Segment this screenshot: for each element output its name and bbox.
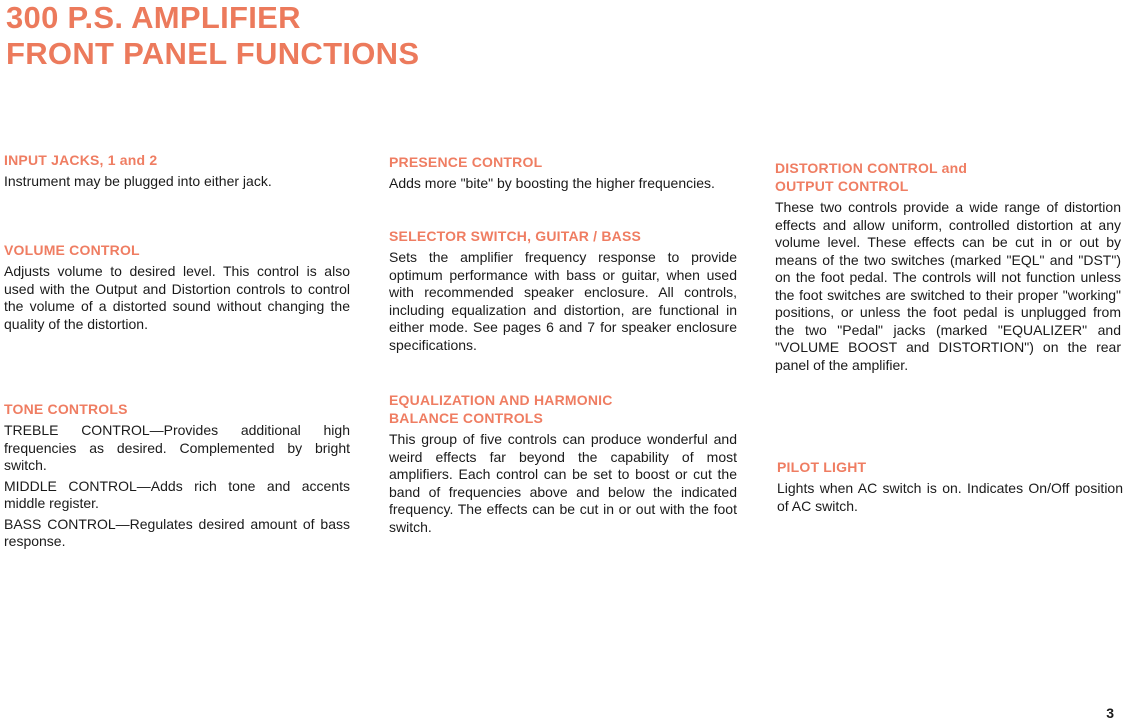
input-jacks-text	[4, 173, 350, 191]
page-title-line-1: 300 P.S. AMPLIFIER	[6, 0, 301, 35]
tone-controls-heading: TONE CONTROLS	[4, 401, 128, 417]
equalization-heading-line-1: EQUALIZATION AND HARMONIC	[389, 392, 613, 408]
distortion-heading-line-1: DISTORTION CONTROL and	[775, 160, 968, 176]
pilot-light-paragraph: Lights when AC switch is on. Indicates On/Off position of AC switch.	[777, 480, 1123, 514]
treble-control-paragraph: TREBLE CONTROL—Provides additional high frequencies as desired. Complemented by bright switch.	[4, 422, 350, 473]
page-number: 3	[1106, 705, 1114, 721]
selector-switch-paragraph: Sets the amplifier frequency response to provide optimum performance with bass or guitar, when used with recommended speaker enclosure. All controls, including equalization and distortion, are functional in either mode. See pages 6 and 7 for speaker enclosure specifications.	[389, 249, 737, 353]
distortion-text	[775, 199, 1121, 374]
distortion-heading-line-2: OUTPUT CONTROL	[775, 178, 909, 194]
page-title-line-2: FRONT PANEL FUNCTIONS	[6, 36, 420, 71]
page-title	[6, 0, 419, 72]
equalization-text	[389, 431, 737, 536]
section-pilot-light	[777, 458, 1123, 518]
middle-control-paragraph: MIDDLE CONTROL—Adds rich tone and accents middle register.	[4, 477, 350, 511]
selector-switch-text	[389, 249, 737, 354]
section-selector-switch	[389, 227, 737, 357]
section-presence-control	[389, 153, 737, 196]
presence-control-text	[389, 175, 737, 193]
equalization-heading	[389, 391, 737, 427]
section-equalization-controls	[389, 391, 737, 539]
pilot-light-text	[777, 480, 1123, 515]
pilot-light-heading: PILOT LIGHT	[777, 459, 867, 475]
section-tone-controls	[4, 400, 350, 554]
section-volume-control	[4, 241, 350, 336]
section-input-jacks	[4, 151, 350, 194]
equalization-heading-line-2: BALANCE CONTROLS	[389, 410, 544, 426]
volume-control-paragraph: Adjusts volume to desired level. This control is also used with the Output and Distortion controls to control the volume of a distorted sound without changing the quality of the distortion.	[4, 263, 350, 332]
bass-control-paragraph: BASS CONTROL—Regulates desired amount of bass response.	[4, 515, 350, 549]
distortion-heading	[775, 159, 1121, 195]
section-distortion-control	[775, 159, 1121, 377]
input-jacks-heading: INPUT JACKS, 1 and 2	[4, 152, 158, 168]
presence-control-heading: PRESENCE CONTROL	[389, 154, 543, 170]
equalization-paragraph: This group of five controls can produce wonderful and weird effects far beyond the capability of most amplifiers. Each control can be set to boost or cut the band of frequencies above and below the indicated frequency. The effects can be cut in or out with the foot switch.	[389, 431, 737, 535]
input-jacks-paragraph: Instrument may be plugged into either jack.	[4, 173, 272, 189]
presence-control-paragraph: Adds more "bite" by boosting the higher frequencies.	[389, 175, 715, 191]
tone-controls-text	[4, 422, 350, 551]
selector-switch-heading: SELECTOR SWITCH, GUITAR / BASS	[389, 228, 642, 244]
distortion-paragraph: These two controls provide a wide range of distortion effects and allow uniform, controlled distortion at any volume level. These effects can be cut in or out by means of the two switches (marked "EQL" and "DST") on the foot pedal. The controls will not function unless the foot switches are switched to their proper "working" positions, or unless the foot pedal is unplugged from the two "Pedal" jacks (marked "EQUALIZER" and "VOLUME BOOST and DISTORTION") on the rear panel of the amplifier.	[775, 199, 1121, 373]
volume-control-text	[4, 263, 350, 333]
volume-control-heading: VOLUME CONTROL	[4, 242, 140, 258]
